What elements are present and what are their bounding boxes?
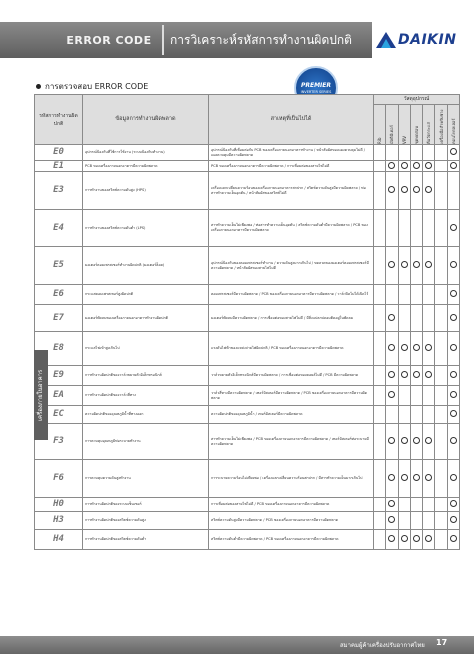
- tool-mark-cell: [374, 366, 386, 386]
- tool-mark-cell: [447, 172, 459, 210]
- error-code: H0: [35, 498, 83, 512]
- header-tool-label: ชุดทดสอบ: [414, 125, 420, 144]
- tool-mark-cell: [423, 512, 435, 530]
- table-row: [35, 172, 460, 210]
- tool-mark-cell: [435, 498, 447, 512]
- error-table-body: [35, 145, 460, 550]
- tool-mark-cell: [435, 512, 447, 530]
- tool-mark-cell: [398, 285, 410, 305]
- tool-mark-cell: [435, 161, 447, 172]
- tool-mark-cell: [386, 332, 398, 366]
- tool-mark-cell: [435, 247, 447, 285]
- page-header: [0, 22, 474, 58]
- tool-mark-cell: [374, 172, 386, 210]
- tool-mark-cell: [398, 332, 410, 366]
- tool-mark-cell: [435, 332, 447, 366]
- error-description: การควบคุมอุณหภูมิท่อระบายทำงาน: [83, 424, 209, 460]
- tool-mark-cell: [410, 172, 422, 210]
- header-code: รหัสการทำงานผิดปกติ: [35, 95, 83, 145]
- circle-mark-icon: [450, 148, 457, 155]
- tool-mark-cell: [386, 460, 398, 498]
- tool-mark-cell: [447, 530, 459, 550]
- tool-mark-cell: [374, 285, 386, 305]
- header-tool-label: มัลติมิเตอร์: [389, 124, 395, 144]
- tool-mark-cell: [386, 366, 398, 386]
- header-tool: [435, 105, 447, 145]
- tool-mark-cell: [435, 406, 447, 424]
- tool-mark-cell: [423, 530, 435, 550]
- circle-mark-icon: [450, 162, 457, 169]
- error-description: การทำงานผิดปกติของระบบเซ็นเซอร์: [83, 498, 209, 512]
- tool-mark-cell: [423, 406, 435, 424]
- tool-mark-cell: [374, 512, 386, 530]
- error-code: E1: [35, 161, 83, 172]
- tool-mark-cell: [423, 332, 435, 366]
- tool-mark-cell: [398, 406, 410, 424]
- circle-mark-icon: [388, 474, 395, 481]
- table-row: [35, 247, 460, 285]
- tool-mark-cell: [435, 305, 447, 332]
- tool-mark-cell: [374, 406, 386, 424]
- error-cause: อุปกรณ์ป้องกันของคอมเพรสเซอร์ทำงาน / ความดันสูงมากเกินไป / ขดลวดของมอเตอร์คอมเพรสเซอร์มีความผิดพลาด / หน้าสัมผัสของสายไฟไม่ดี: [209, 247, 374, 285]
- error-cause: มอเตอร์พัดลมมีความผิดพลาด / การเชื่อมต่อของสายไฟไม่ดี / มีสิ่งแปลกปลอมติดอยู่ในพัดลม: [209, 305, 374, 332]
- circle-mark-icon: [413, 162, 420, 169]
- header-tool: [447, 105, 459, 145]
- error-code: E0: [35, 145, 83, 161]
- error-cause: คอมเพรสเซอร์มีความผิดพลาด / PCB ของเครื่องภายนอกอาคารมีความผิดพลาด / วาล์วปิดไม่ได้เปิดไว้: [209, 285, 374, 305]
- circle-mark-icon: [425, 344, 432, 351]
- tool-mark-cell: [410, 460, 422, 498]
- tool-mark-cell: [410, 498, 422, 512]
- error-cause: วาล์วสี่ทางมีความผิดพลาด / เทอร์มิสเตอร์มีความผิดพลาด / PCB ของเครื่องภายนอกอาคารมีความผิดพลาด: [209, 386, 374, 406]
- tool-mark-cell: [374, 332, 386, 366]
- tool-mark-cell: [410, 406, 422, 424]
- tool-mark-cell: [447, 332, 459, 366]
- circle-mark-icon: [401, 186, 408, 193]
- section-title: [36, 80, 148, 93]
- error-cause: วาล์วขยายตัวอิเล็กทรอนิกส์มีความผิดพลาด / การเชื่อมต่อของคอยล์ไม่ดี / PCB มีความผิดพลาด: [209, 366, 374, 386]
- header-title: การวิเคราะห์รหัสการทำงานผิดปกติ: [170, 32, 352, 47]
- tool-mark-cell: [410, 366, 422, 386]
- table-row: [35, 512, 460, 530]
- circle-mark-icon: [388, 162, 395, 169]
- table-row: [35, 145, 460, 161]
- tool-mark-cell: [374, 424, 386, 460]
- error-code: F3: [35, 424, 83, 460]
- tool-mark-cell: [423, 305, 435, 332]
- tool-mark-cell: [386, 210, 398, 247]
- circle-mark-icon: [413, 344, 420, 351]
- tool-mark-cell: [435, 460, 447, 498]
- tool-mark-cell: [447, 424, 459, 460]
- error-cause: การเชื่อมต่อของสายไฟไม่ดี / PCB ของเครื่องภายนอกอาคารมีความผิดพลาด: [209, 498, 374, 512]
- tool-mark-cell: [398, 145, 410, 161]
- brand-name: DAIKIN: [398, 32, 457, 48]
- tool-mark-cell: [398, 305, 410, 332]
- tool-mark-cell: [423, 247, 435, 285]
- tool-mark-cell: [435, 386, 447, 406]
- error-description: การทำงานผิดปกติของวาล์วสี่ทาง: [83, 386, 209, 406]
- circle-mark-icon: [401, 535, 408, 542]
- circle-mark-icon: [401, 474, 408, 481]
- error-description: อุปกรณ์ป้องกันที่ใช้การใช้งาน (ระบบป้องกันทำงาน): [83, 145, 209, 161]
- error-code: EC: [35, 406, 83, 424]
- tool-mark-cell: [398, 424, 410, 460]
- circle-mark-icon: [450, 437, 457, 444]
- header-tool: [386, 105, 398, 145]
- tool-mark-cell: [447, 145, 459, 161]
- error-description: การทำงานผิดปกติของสวิตช์ความดันต่ำ: [83, 530, 209, 550]
- tool-mark-cell: [398, 172, 410, 210]
- tool-mark-cell: [410, 424, 422, 460]
- table-row: [35, 366, 460, 386]
- error-cause: ความผิดปกติของอุณหภูมิน้ำ / เทอร์มิสเตอร์มีความผิดพลาด: [209, 406, 374, 424]
- tool-mark-cell: [447, 366, 459, 386]
- circle-mark-icon: [425, 371, 432, 378]
- error-description: กระแสไฟเข้าสูงเกินไป: [83, 332, 209, 366]
- tool-mark-cell: [398, 530, 410, 550]
- table-row: [35, 406, 460, 424]
- header-tool: [423, 105, 435, 145]
- error-cause: เครื่องแลกเปลี่ยนความร้อนของเครื่องภายนอกอาคารสกปรก / สวิตช์ความดันสูงมีความผิดพลาด / ท่อสารทำความเย็นอุดตัน / หน้าสัมผัสของสวิตช์ไม่ดี: [209, 172, 374, 210]
- tool-mark-cell: [447, 498, 459, 512]
- error-code: E9: [35, 366, 83, 386]
- error-code: EA: [35, 386, 83, 406]
- tool-mark-cell: [435, 145, 447, 161]
- error-code: E7: [35, 305, 83, 332]
- circle-mark-icon: [450, 535, 457, 542]
- circle-mark-icon: [388, 261, 395, 268]
- table-row: [35, 332, 460, 366]
- circle-mark-icon: [450, 410, 457, 417]
- circle-mark-icon: [413, 474, 420, 481]
- header-tool: [374, 105, 386, 145]
- tool-mark-cell: [410, 161, 422, 172]
- header-tool: [398, 105, 410, 145]
- error-cause: สวิตช์ความดันสูงมีความผิดพลาด / PCB ของเครื่องภายนอกอาคารมีความผิดพลาด: [209, 512, 374, 530]
- circle-mark-icon: [388, 186, 395, 193]
- error-cause: สวิตช์ความดันต่ำมีความผิดพลาด / PCB ของเครื่องภายนอกอาคารมีความผิดพลาด: [209, 530, 374, 550]
- error-code-table: [34, 94, 460, 550]
- side-label-indoor-unit: เครื่องภายในอาคาร: [34, 350, 48, 440]
- tool-mark-cell: [423, 498, 435, 512]
- circle-mark-icon: [413, 186, 420, 193]
- tool-mark-cell: [398, 512, 410, 530]
- error-description: การทำงานของสวิตช์ความดันสูง (HPS): [83, 172, 209, 210]
- tool-mark-cell: [374, 145, 386, 161]
- header-section-label: ERROR CODE: [56, 25, 164, 55]
- circle-mark-icon: [388, 516, 395, 523]
- tool-mark-cell: [374, 460, 386, 498]
- error-code: E6: [35, 285, 83, 305]
- tool-mark-cell: [398, 498, 410, 512]
- circle-mark-icon: [450, 500, 457, 507]
- error-code: E5: [35, 247, 83, 285]
- tool-mark-cell: [386, 498, 398, 512]
- tool-mark-cell: [386, 285, 398, 305]
- section-title-text: การตรวจสอบ ERROR CODE: [45, 82, 149, 91]
- circle-mark-icon: [388, 535, 395, 542]
- error-description: การทำงานผิดปกติของสวิตช์ความดันสูง: [83, 512, 209, 530]
- circle-mark-icon: [413, 371, 420, 378]
- error-description: ความผิดปกติของอุณหภูมิน้ำที่ทางออก: [83, 406, 209, 424]
- tool-mark-cell: [435, 366, 447, 386]
- error-code: E8: [35, 332, 83, 366]
- table-row: [35, 210, 460, 247]
- circle-mark-icon: [425, 186, 432, 193]
- tool-mark-cell: [386, 530, 398, 550]
- table-row: [35, 161, 460, 172]
- error-code: H3: [35, 512, 83, 530]
- tool-mark-cell: [423, 460, 435, 498]
- header-cause: สาเหตุที่เป็นไปได้: [209, 95, 374, 145]
- circle-mark-icon: [450, 290, 457, 297]
- tool-mark-cell: [374, 210, 386, 247]
- tool-mark-cell: [374, 247, 386, 285]
- tool-mark-cell: [423, 285, 435, 305]
- error-description: มอเตอร์พัดลมของเครื่องภายนอกอาคารทำงานผิดปกติ: [83, 305, 209, 332]
- circle-mark-icon: [425, 474, 432, 481]
- header-tool: [410, 105, 422, 145]
- circle-mark-icon: [450, 261, 457, 268]
- tool-mark-cell: [447, 512, 459, 530]
- tool-mark-cell: [447, 285, 459, 305]
- error-description: กระแสคอมเพรสเซอร์สูงผิดปกติ: [83, 285, 209, 305]
- circle-mark-icon: [413, 535, 420, 542]
- bullet-icon: [36, 84, 41, 89]
- circle-mark-icon: [450, 344, 457, 351]
- error-description: การทำงานของสวิตช์ความดันต่ำ (LPS): [83, 210, 209, 247]
- tool-mark-cell: [398, 247, 410, 285]
- tool-mark-cell: [398, 210, 410, 247]
- circle-mark-icon: [401, 261, 408, 268]
- table-row: [35, 424, 460, 460]
- table-row: [35, 498, 460, 512]
- tool-mark-cell: [386, 305, 398, 332]
- tool-mark-cell: [374, 161, 386, 172]
- tool-mark-cell: [447, 247, 459, 285]
- error-description: การทำงานผิดปกติของวาล์วขยายตัวอิเล็กทรอนิกส์: [83, 366, 209, 386]
- error-code: E4: [35, 210, 83, 247]
- tool-mark-cell: [410, 512, 422, 530]
- tool-mark-cell: [386, 172, 398, 210]
- tool-mark-cell: [410, 386, 422, 406]
- circle-mark-icon: [413, 437, 420, 444]
- circle-mark-icon: [450, 474, 457, 481]
- tool-mark-cell: [374, 305, 386, 332]
- tool-mark-cell: [398, 386, 410, 406]
- tool-mark-cell: [398, 366, 410, 386]
- circle-mark-icon: [425, 437, 432, 444]
- tool-mark-cell: [386, 247, 398, 285]
- tool-mark-cell: [435, 285, 447, 305]
- tool-mark-cell: [386, 512, 398, 530]
- header-tools-group: วัสดุอุปกรณ์: [374, 95, 460, 105]
- circle-mark-icon: [388, 500, 395, 507]
- table-row: [35, 285, 460, 305]
- tool-mark-cell: [410, 210, 422, 247]
- circle-mark-icon: [450, 224, 457, 231]
- tool-mark-cell: [447, 161, 459, 172]
- circle-mark-icon: [450, 371, 457, 378]
- header-tool-label: VRV: [401, 135, 407, 144]
- error-cause: สารทำความเย็นไม่เพียงพอ / PCB ของเครื่องภายนอกอาคารมีความผิดพลาด / เทอร์มิสเตอร์ท่อระบายมีความผิดพลาด: [209, 424, 374, 460]
- page-number: 17: [436, 638, 448, 647]
- footer-text: สมาคมผู้ค้าเครื่องปรับอากาศไทย: [340, 642, 425, 649]
- tool-mark-cell: [386, 161, 398, 172]
- circle-mark-icon: [425, 261, 432, 268]
- tool-mark-cell: [374, 386, 386, 406]
- table-row: [35, 460, 460, 498]
- daikin-logo-icon: [376, 32, 396, 48]
- tool-mark-cell: [386, 145, 398, 161]
- error-description: มอเตอร์คอมเพรสเซอร์ทำงานผิดปกติ (มอเตอร์ล็อค): [83, 247, 209, 285]
- circle-mark-icon: [450, 516, 457, 523]
- tool-mark-cell: [435, 424, 447, 460]
- circle-mark-icon: [401, 344, 408, 351]
- tool-mark-cell: [447, 305, 459, 332]
- error-description: PCB ของเครื่องภายนอกอาคารมีความผิดพลาด: [83, 161, 209, 172]
- brand-logo: [372, 22, 474, 58]
- header-description: ข้อมูลการทำงานผิดพลาด: [83, 95, 209, 145]
- tool-mark-cell: [410, 332, 422, 366]
- circle-mark-icon: [388, 391, 395, 398]
- circle-mark-icon: [401, 371, 408, 378]
- circle-mark-icon: [388, 371, 395, 378]
- error-code-table-wrap: [34, 94, 459, 550]
- tool-mark-cell: [374, 498, 386, 512]
- tool-mark-cell: [435, 210, 447, 247]
- circle-mark-icon: [388, 437, 395, 444]
- circle-mark-icon: [388, 344, 395, 351]
- tool-mark-cell: [435, 172, 447, 210]
- tool-mark-cell: [398, 460, 410, 498]
- tool-mark-cell: [423, 386, 435, 406]
- tool-mark-cell: [410, 145, 422, 161]
- tool-mark-cell: [435, 530, 447, 550]
- error-code: H4: [35, 530, 83, 550]
- error-cause: การระบายความร้อนไม่เพียงพอ / เครื่องแลกเปลี่ยนความร้อนสกปรก / มีสารทำความเย็นมากเกินไป: [209, 460, 374, 498]
- tool-mark-cell: [374, 530, 386, 550]
- badge-line-1: PREMIER: [300, 82, 332, 89]
- tool-mark-cell: [410, 305, 422, 332]
- tool-mark-cell: [423, 366, 435, 386]
- tool-mark-cell: [410, 285, 422, 305]
- header-tool-label: คีมวัดกระแส: [426, 121, 432, 144]
- tool-mark-cell: [447, 406, 459, 424]
- tool-mark-cell: [386, 406, 398, 424]
- circle-mark-icon: [413, 261, 420, 268]
- tool-mark-cell: [447, 460, 459, 498]
- circle-mark-icon: [388, 314, 395, 321]
- tool-mark-cell: [398, 161, 410, 172]
- table-row: [35, 305, 460, 332]
- header-tool-label: เครื่องมือสำหรับช่าง: [438, 108, 444, 144]
- tool-mark-cell: [447, 386, 459, 406]
- table-row: [35, 530, 460, 550]
- tool-mark-cell: [423, 161, 435, 172]
- error-cause: สารทำความเย็นไม่เพียงพอ / ท่อสารทำความเย็นอุดตัน / สวิตช์ความดันต่ำมีความผิดพลาด / PCB ของเครื่องภายนอกอาคารมีความผิดพลาด: [209, 210, 374, 247]
- header-tool-label: คอนโทรลเลอร์: [450, 117, 456, 144]
- circle-mark-icon: [401, 162, 408, 169]
- circle-mark-icon: [425, 535, 432, 542]
- error-code: E3: [35, 172, 83, 210]
- table-row: [35, 386, 460, 406]
- error-cause: แรงดันไฟฟ้าของแหล่งจ่ายไฟผิดปกติ / PCB ของเครื่องภายนอกอาคารมีความผิดพลาด: [209, 332, 374, 366]
- circle-mark-icon: [450, 391, 457, 398]
- tool-mark-cell: [386, 386, 398, 406]
- tool-mark-cell: [423, 424, 435, 460]
- error-description: การควบคุมความดันสูงทำงาน: [83, 460, 209, 498]
- error-code: F6: [35, 460, 83, 498]
- badge-line-2: INVERTER SERIES: [300, 90, 332, 94]
- tool-mark-cell: [410, 530, 422, 550]
- tool-mark-cell: [423, 172, 435, 210]
- tool-mark-cell: [410, 247, 422, 285]
- circle-mark-icon: [450, 314, 457, 321]
- tool-mark-cell: [447, 210, 459, 247]
- circle-mark-icon: [425, 162, 432, 169]
- error-cause: อุปกรณ์ป้องกันที่เชื่อมต่อกับ PCB ของเครื่องภายนอกอาคารทำงาน / หน้าสัมผัสของแผงควบคุมไม่ดี / แผงควบคุมมีความผิดพลาด: [209, 145, 374, 161]
- tool-mark-cell: [423, 145, 435, 161]
- header-tool-label: Rib: [377, 137, 383, 144]
- circle-mark-icon: [401, 437, 408, 444]
- error-cause: PCB ของเครื่องภายนอกอาคารมีความผิดพลาด / การเชื่อมต่อของสายไฟไม่ดี: [209, 161, 374, 172]
- tool-mark-cell: [386, 424, 398, 460]
- tool-mark-cell: [423, 210, 435, 247]
